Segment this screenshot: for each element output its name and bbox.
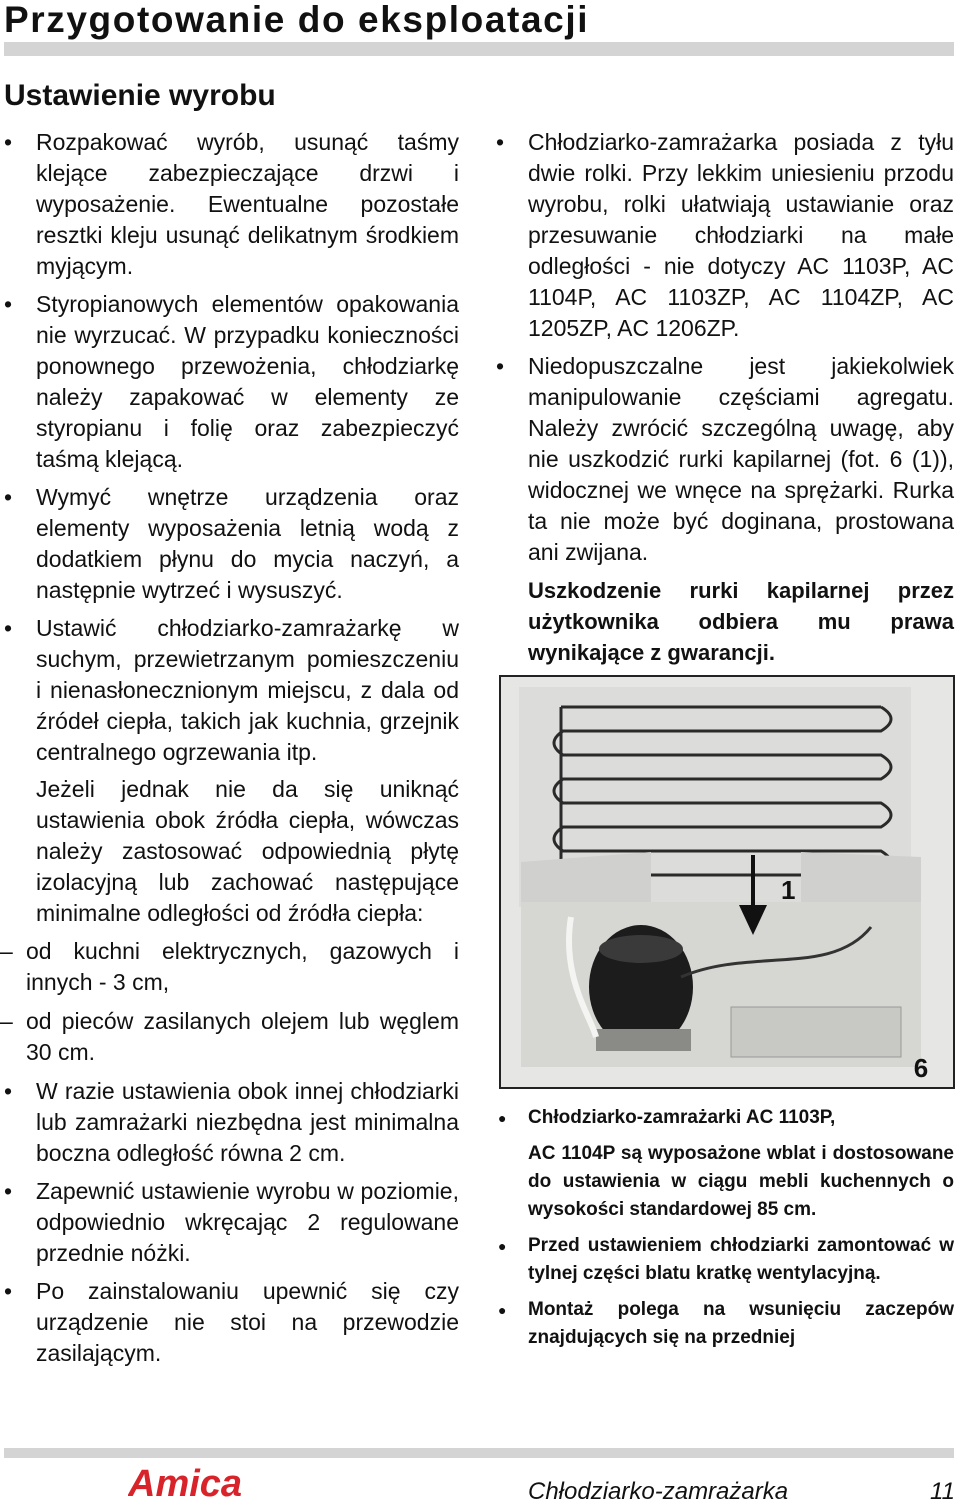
- dash-item: [0, 936, 459, 998]
- page-title: Przygotowanie do eksploatacji: [4, 0, 590, 40]
- list-item: • Po zainstalowaniu upewnić się czy urządzenie nie stoi na przewodzie zasilającym.: [4, 1276, 459, 1369]
- dash-item-text: od pieców zasilanych olejem lub węglem 30 cm.: [26, 1008, 459, 1065]
- heat-source-paragraph: Jeżeli jednak nie da się uniknąć ustawienia obok źródła ciepła, wówczas należy zastosować odpowiednią płytę izolacyjną lub zachować następujące minimalne odległości od źródła ciepła:: [36, 776, 459, 926]
- left-bullet-list: [4, 127, 459, 929]
- figure-6-photo: [499, 675, 955, 1089]
- dash-mark: –: [0, 938, 13, 964]
- figure-number: 6: [913, 1053, 929, 1083]
- right-bullet-list: [496, 127, 954, 568]
- capillary-callout: 1: [781, 875, 796, 905]
- right-column: [496, 127, 954, 668]
- list-item: ● Montaż polega na wsunięciu zaczepów znajdujących się na przedniej: [496, 1296, 954, 1352]
- left-bullet-list-2: [4, 1076, 459, 1369]
- list-item: ● Chłodziarko-zamrażarki AC 1103P,: [496, 1104, 954, 1132]
- list-item: • Niedopuszczalne jest jakiekolwiek manipulowanie częściami agregatu. Należy zwrócić szczególną uwagę, aby nie uszkodzić rurki kapilarnej (fot. 6 (1)), widocznej we wnęce na sprężarki. Rurka ta nie może być doginana, prostowana ani zwijana.: [496, 351, 954, 568]
- dash-item: [0, 1006, 459, 1068]
- built-in-paragraph: AC 1104P są wyposażone wblat i dostosowane do ustawienia w ciągu mebli kuchennych o wysokości standardowej 85 cm.: [528, 1143, 954, 1220]
- footer-product-name: Chłodziarko-zamrażarka: [528, 1478, 789, 1505]
- built-in-bullet-list: [496, 1104, 954, 1132]
- list-item: • Chłodziarko-zamrażarka posiada z tyłu dwie rolki. Przy lekkim uniesieniu przodu wyrobu, rolki ułatwiają ustawianie oraz przesuwanie chłodziarki na małe odległości - nie dotyczy AC 1103P, AC 1104P, AC 1103ZP, AC 1104ZP, AC 1205ZP, AC 1206ZP.: [496, 127, 954, 344]
- right-column-bottom: [496, 1104, 954, 1360]
- dash-item-text: od kuchni elektrycznych, gazowych i innych - 3 cm,: [26, 938, 459, 995]
- list-item: • W razie ustawienia obok innej chłodziarki lub zamrażarki niezbędna jest minimalna boczna odległość równa 2 cm.: [4, 1076, 459, 1169]
- list-item: • Rozpakować wyrób, usunąć taśmy klejące zabezpieczające drzwi i wyposażenie. Ewentualne pozostałe resztki kleju usunąć delikatnym środkiem myjącym.: [4, 127, 459, 282]
- list-item-text: Ustawić chłodziarko-zamrażarkę w suchym, przewietrzanym pomieszczeniu i nienasłonecznionym miejscu, z dala od źródeł ciepła, takich jak kuchnia, grzejnik centralnego ogrzewania itp.: [36, 615, 459, 765]
- vent-bullet-list: [496, 1232, 954, 1352]
- amica-logo: [128, 1465, 250, 1501]
- left-column: [0, 127, 459, 1376]
- section-heading: Ustawienie wyrobu: [4, 79, 276, 112]
- distance-dash-list: [0, 936, 459, 1068]
- list-item: ● Przed ustawieniem chłodziarki zamontować w tylnej części blatu kratkę wentylacyjną.: [496, 1232, 954, 1288]
- list-item: • Styropianowych elementów opakowania nie wyrzucać. W przypadku konieczności ponownego przewożenia, chłodziarkę należy zapakować w elementy ze styropianu i folię oraz zabezpieczyć taśmą klejącą.: [4, 289, 459, 475]
- list-item: • Wymyć wnętrze urządzenia oraz elementy wyposażenia letnią wodą z dodatkiem płynu do mycia naczyń, a następnie wytrzeć i wysuszyć.: [4, 482, 459, 606]
- dash-mark: –: [0, 1008, 13, 1034]
- footer-rule: [4, 1448, 954, 1458]
- list-item: • Zapewnić ustawienie wyrobu w poziomie, odpowiednio wkręcając 2 regulowane przednie nóżki.: [4, 1176, 459, 1269]
- svg-text:Amica: Amica: [128, 1465, 243, 1501]
- compressor-photo-illustration: [501, 677, 953, 1087]
- title-rule: [4, 42, 954, 56]
- list-item: [4, 613, 459, 929]
- warranty-warning: Uszkodzenie rurki kapilarnej przez użytkownika odbiera mu prawa wynikające z gwarancji.: [528, 578, 954, 665]
- page-number: 11: [930, 1478, 955, 1505]
